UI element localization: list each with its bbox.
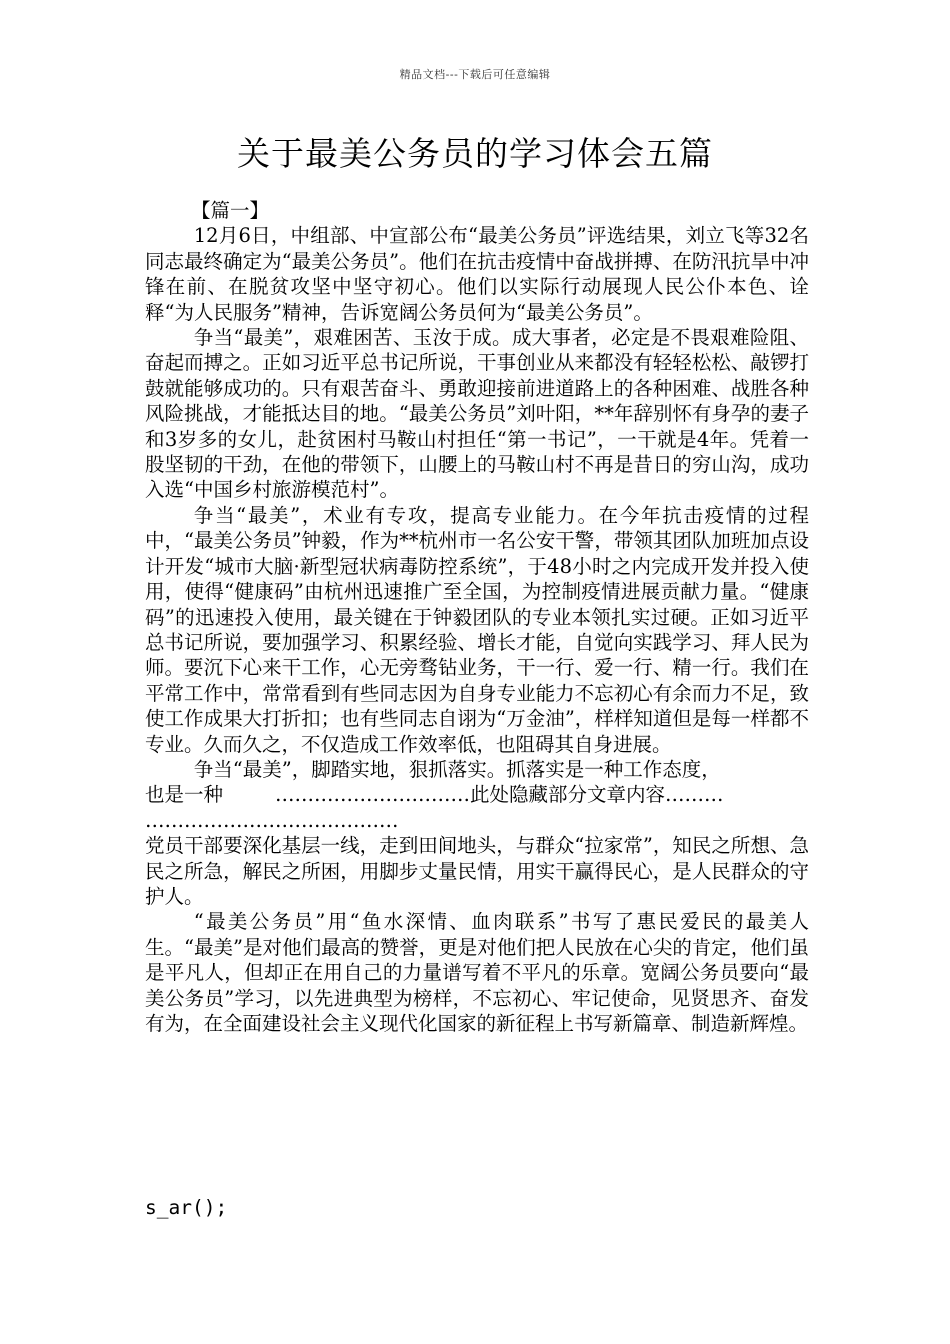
paragraph-4: 争当“最美”，脚踏实地，狠抓落实。抓落实是一种工作态度， bbox=[193, 757, 721, 781]
paragraph-3: 争当“最美”，术业有专攻，提高专业能力。在今年抗击疫情的过程中，“最美公务员”钟毅，作为**杭州市一名公安干警，带领其团队加班加点设计开发“城市大脑·新型冠状病毒防控系统”，于48小时之内完成开发并投入使用，使得“健康码”由杭州迅速推广至全国，为控制疫情进展贡献力量。“健康码”的迅速投入使用，最关键在于钟毅团队的专业本领扎实过硬。正如习近平总书记所说，要加强学习、积累经验、增长才能，自觉向实践学习、拜人民为师。要沉下心来干工作，心无旁骛钻业务，干一行、爱一行、精一行。我们在平常工作中，常常看到有些同志因为自身专业能力不忘初心有余而力不足，致使工作成果大打折扣；也有些同志自诩为“万金油”，样样知道但是每一样都不专业。久而久之，不仅造成工作效率低，也阻碍其自身进展。 bbox=[145, 503, 809, 756]
hidden-dots: ………………………………… bbox=[145, 808, 399, 832]
paragraph-2: 争当“最美”，艰难困苦、玉汝于成。成大事者，必定是不畏艰难险阻、奋起而搏之。正如习近平总书记所说，干事创业从来都没有轻轻松松、敲锣打鼓就能够成功的。只有艰苦奋斗、勇敢迎接前进道路上的各种困难、战胜各种风险挑战，才能抵达目的地。“最美公务员”刘叶阳，**年辞别怀有身孕的妻子和3岁多的女儿，赴贫困村马鞍山村担任“第一书记”，一干就是4年。凭着一股坚韧的干劲，在他的带领下，山腰上的马鞍山村不再是昔日的穷山沟，成功入选“中国乡村旅游模范村”。 bbox=[145, 326, 809, 502]
hidden-content-line bbox=[145, 782, 809, 807]
hidden-prefix: 也是一种 bbox=[145, 783, 224, 807]
script-text: s_ar(); bbox=[145, 1196, 228, 1219]
hidden-notice: …………………………此处隐藏部分文章内容……… bbox=[275, 783, 724, 807]
paragraph-5: 党员干部要深化基层一线，走到田间地头，与群众“拉家常”，知民之所想、急民之所急，解民之所困，用脚步丈量民情，用实干赢得民心，是人民群众的守护人。 bbox=[145, 834, 809, 908]
section-label: 【篇一】 bbox=[191, 199, 270, 222]
document-title: 关于最美公务员的学习体会五篇 bbox=[237, 134, 713, 173]
paragraph-6: “最美公务员”用“鱼水深情、血肉联系”书写了惠民爱民的最美人生。“最美”是对他们最高的赞誉，更是对他们把人民放在心尖的肯定，他们虽是平凡人，但却正在用自己的力量谱写着不平凡的乐章。宽阔公务员要向“最美公务员”学习，以先进典型为榜样，不忘初心、牢记使命，见贤思齐、奋发有为，在全面建设社会主义现代化国家的新征程上书写新篇章、制造新辉煌。 bbox=[145, 910, 809, 1035]
paragraph-1: 12月6日，中组部、中宣部公布“最美公务员”评选结果，刘立飞等32名同志最终确定为“最美公务员”。他们在抗击疫情中奋战拼搏、在防汛抗旱中冲锋在前、在脱贫攻坚中坚守初心。他们以实际行动展现人民公仆本色、诠释“为人民服务”精神，告诉宽阔公务员何为“最美公务员”。 bbox=[145, 224, 809, 324]
document-body bbox=[145, 198, 809, 1036]
header-note: 精品文档---下载后可任意编辑 bbox=[399, 68, 551, 81]
